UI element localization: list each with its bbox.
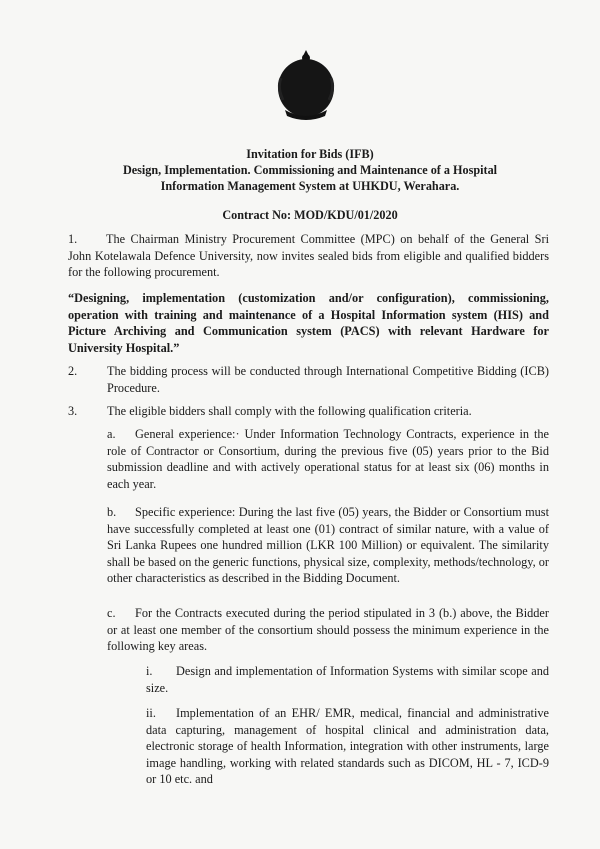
key-area-i bbox=[146, 663, 549, 696]
paragraph-number-2: 2. bbox=[68, 364, 78, 378]
criterion-c-marker: c. bbox=[107, 606, 116, 620]
criterion-a-text: General experience:· Under Information Technology Contracts, experience in the role of Contractor or Consortium, during the previous five (05) years prior to the Bid submission deadline and with actively operational status for at least six (06) months in each year. bbox=[107, 427, 549, 491]
key-area-i-text: Design and implementation of Information Systems with similar scope and size. bbox=[146, 664, 549, 695]
criterion-c-text: For the Contracts executed during the period stipulated in 3 (b.) above, the Bidder or at least one member of the consortium should possess the minimum experience in the following key areas. bbox=[107, 606, 549, 653]
contract-number: Contract No: MOD/KDU/01/2020 bbox=[222, 208, 398, 222]
national-emblem-logo bbox=[275, 48, 337, 120]
criterion-b bbox=[107, 504, 549, 587]
paragraph-3: The eligible bidders shall comply with the following qualification criteria. bbox=[107, 404, 472, 418]
criterion-b-text: Specific experience: During the last five (05) years, the Bidder or Consortium must have successfully completed at least one (01) contract of similar nature, with a value of Sri Lanka Rupees one hundred million (LKR 100 Million) or equivalent. The similarity shall be based on the generic functions, physical size, complexity, methods/technology, or other characteristics as described in the Bidding Document. bbox=[107, 505, 550, 585]
criterion-b-marker: b. bbox=[107, 505, 117, 519]
criterion-a bbox=[107, 426, 549, 492]
project-title-line2: Information Management System at UHKDU, Werahara. bbox=[160, 179, 460, 193]
key-area-ii bbox=[146, 705, 549, 788]
criterion-a-marker: a. bbox=[107, 427, 116, 441]
key-area-i-marker: i. bbox=[146, 664, 153, 678]
key-area-ii-marker: ii. bbox=[146, 706, 156, 720]
procurement-description: “Designing, implementation (customization and/or configuration), commissioning, operation with training and maintenance of a Hospital Information system (HIS) and Picture Archiving and Communication system (PACS) with relevant Hardware for University Hospital.” bbox=[68, 291, 549, 355]
paragraph-2: The bidding process will be conducted through International Competitive Bidding (ICB) Procedure. bbox=[107, 364, 549, 395]
paragraph-number-1: 1. bbox=[68, 232, 78, 246]
ifb-title: Invitation for Bids (IFB) bbox=[246, 147, 374, 161]
criterion-c bbox=[107, 605, 549, 655]
project-title-line1: Design, Implementation. Commissioning and Maintenance of a Hospital bbox=[122, 163, 498, 177]
paragraph-number-3: 3. bbox=[68, 404, 78, 418]
paragraph-1: The Chairman Ministry Procurement Committee (MPC) on behalf of the General Sri John Kotelawala Defence University, now invites sealed bids from eligible and qualified bidders for the following procurement. bbox=[68, 232, 549, 279]
key-area-ii-text: Implementation of an EHR/ EMR, medical, financial and administrative data capturing, management of hospital clinical and administration data, electronic storage of health Information, integration with other instruments, large image handling, working with related standards such as DICOM, HL - 7, ICD-9 or 10 etc. and bbox=[146, 706, 549, 786]
